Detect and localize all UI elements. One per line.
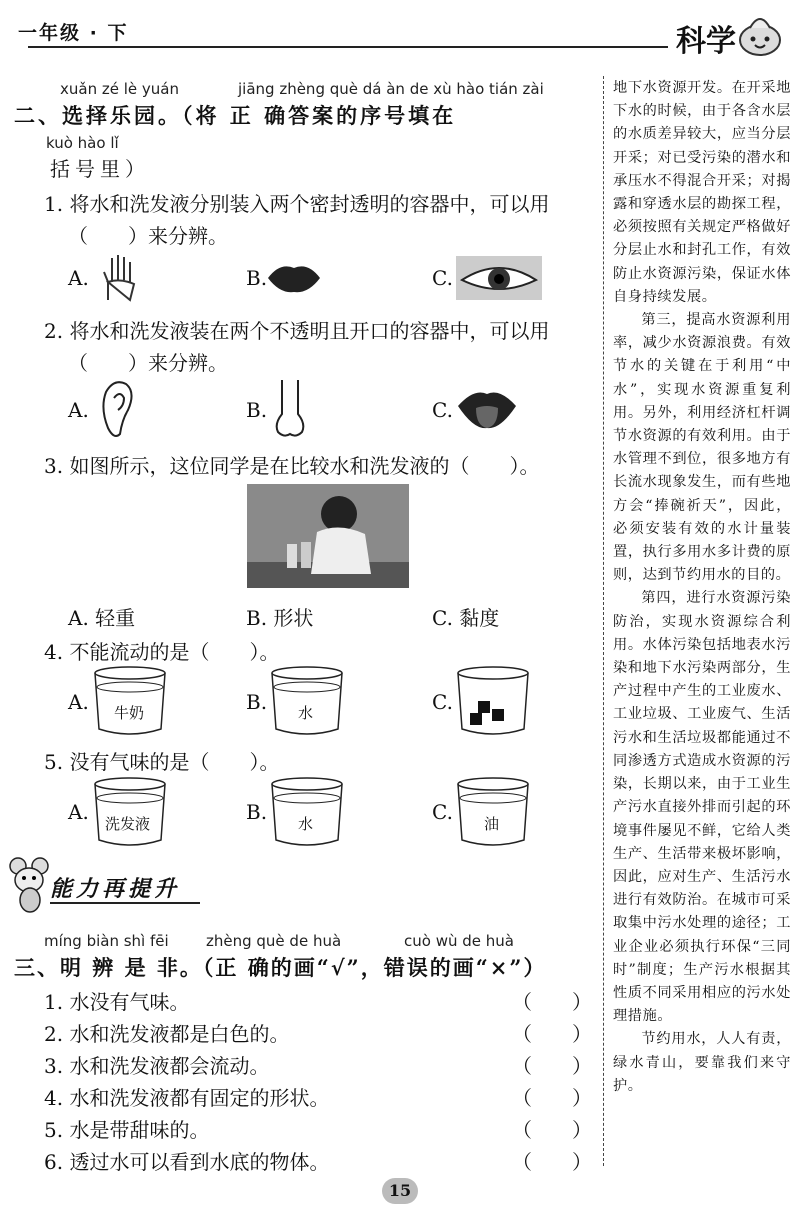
answer-paren[interactable]: （ ） bbox=[512, 1150, 592, 1174]
section-title-cont: 括号里） bbox=[50, 157, 150, 181]
cup-water-icon bbox=[270, 665, 344, 737]
section-title: 三、明 辨 是 非。（正 确的画“√”，错误的画“×”） bbox=[14, 955, 547, 980]
pinyin: cuò wù de huà bbox=[404, 932, 514, 950]
question-2-cont: （ ）来分辨。 bbox=[68, 351, 228, 375]
tongue-icon bbox=[454, 386, 520, 434]
tf-item bbox=[44, 1050, 592, 1079]
question-1: 1. 将水和洗发液分别装入两个密封透明的容器中，可以用 bbox=[44, 192, 550, 216]
tf-text: 5. 水是带甜味的。 bbox=[44, 1118, 210, 1142]
question-4: 4. 不能流动的是（ ）。 bbox=[44, 640, 280, 664]
tf-text: 6. 透过水可以看到水底的物体。 bbox=[44, 1150, 330, 1174]
sidebar-text bbox=[613, 77, 791, 1098]
option-b: B. bbox=[246, 266, 268, 290]
column-divider bbox=[603, 76, 604, 1166]
mascot-icon bbox=[736, 10, 784, 58]
lips-icon bbox=[266, 260, 322, 296]
cup-oil-icon bbox=[456, 776, 530, 848]
page-number: 15 bbox=[382, 1178, 418, 1204]
question-3: 3. 如图所示，这位同学是在比较水和洗发液的（ ）。 bbox=[44, 454, 540, 478]
tf-item bbox=[44, 986, 592, 1015]
nose-icon bbox=[270, 378, 310, 440]
sidebar-paragraph: 地下水资源开发。在开采地下水的时候，由于各含水层的水质差异较大，应当分层开采；对已受污染的潜水和承压水不得混合开采；对揭露和穿透水层的勘探工程，必须按照有关规定严格做好分层止水和封孔工作，有效防止水资源污染，保证水体自身持续发展。 bbox=[613, 80, 791, 305]
option-b: B. 形状 bbox=[246, 606, 314, 630]
option-c: C. bbox=[432, 690, 453, 714]
pinyin: míng biàn shì fēi bbox=[44, 932, 169, 950]
option-a: A. 轻重 bbox=[68, 606, 136, 630]
tf-text: 2. 水和洗发液都是白色的。 bbox=[44, 1022, 290, 1046]
question-1-cont: （ ）来分辨。 bbox=[68, 224, 228, 248]
header-grade: 一年级 · 下 bbox=[18, 22, 129, 44]
option-b: B. bbox=[246, 690, 268, 714]
answer-paren[interactable]: （ ） bbox=[512, 990, 592, 1014]
student-photo bbox=[247, 484, 409, 588]
sidebar-paragraph: 第三，提高水资源利用率，减少水资源浪费。有效节水的关键在于利用“中水”，实现水资源重复利用。另外，利用经济杠杆调节水资源的有效利用。由于水管理不到位，很多地方有长流水现象发生，而有些地方会“捧碗祈天”，因此，必须安装有效的水计量装置，执行多用水多计费的原则，达到节约用水的目的。 bbox=[613, 312, 791, 584]
answer-paren[interactable]: （ ） bbox=[512, 1086, 592, 1110]
ear-icon bbox=[100, 378, 136, 440]
tf-item bbox=[44, 1146, 592, 1175]
option-c: C. bbox=[432, 800, 453, 824]
cup-label: 牛奶 bbox=[114, 704, 145, 722]
option-b: B. bbox=[246, 398, 268, 422]
cup-water-icon bbox=[270, 776, 344, 848]
option-a: A. bbox=[68, 398, 89, 422]
option-a: A. bbox=[68, 800, 89, 824]
mouse-mascot-icon bbox=[8, 856, 54, 914]
pinyin: xuǎn zé lè yuán bbox=[60, 80, 179, 98]
option-c: C. bbox=[432, 266, 453, 290]
question-5: 5. 没有气味的是（ ）。 bbox=[44, 750, 280, 774]
eye-icon bbox=[456, 256, 542, 300]
tf-text: 1. 水没有气味。 bbox=[44, 990, 190, 1014]
option-a: A. bbox=[68, 266, 89, 290]
cup-label: 油 bbox=[484, 815, 500, 833]
tf-text: 3. 水和洗发液都会流动。 bbox=[44, 1054, 270, 1078]
cup-label: 洗发液 bbox=[105, 815, 151, 833]
answer-paren[interactable]: （ ） bbox=[512, 1054, 592, 1078]
header-rule bbox=[28, 46, 668, 48]
tf-item bbox=[44, 1082, 592, 1111]
option-c: C. 黏度 bbox=[432, 606, 500, 630]
cup-ice-icon bbox=[456, 665, 530, 737]
option-c: C. bbox=[432, 398, 453, 422]
tf-item bbox=[44, 1114, 592, 1143]
section-title: 二、选择乐园。（将 正 确答案的序号填在 bbox=[14, 103, 457, 128]
header-subject: 科学 bbox=[676, 24, 736, 59]
sidebar-paragraph: 第四，进行水资源污染防治，实现水资源综合利用。水体污染包括地表水污染和地下水污染两部分，生产过程中产生的工业废水、工业垃圾、工业废气、生活污水和生活垃圾都能通过不同渗透方式造成水资源的污染，长期以来，由于工业生产污水直接外排而引起的环境事件屡见不鲜，它给人类生产、生活带来极坏影响，因此，应对生产、生活污水进行有效防治。在城市可采取集中污水处理的途径；工业企业必须执行环保“三同时”制度；生产污水根据其性质不同采用相应的污水处理措施。 bbox=[613, 590, 791, 1025]
cup-shampoo-icon bbox=[93, 776, 167, 848]
pinyin: jiāng zhèng què dá àn de xù hào tián zài bbox=[238, 80, 544, 98]
tf-item bbox=[44, 1018, 592, 1047]
pinyin: kuò hào lǐ bbox=[46, 134, 119, 152]
cup-milk-icon bbox=[93, 665, 167, 737]
banner-title: 能力再提升 bbox=[50, 876, 181, 902]
answer-paren[interactable]: （ ） bbox=[512, 1118, 592, 1142]
option-a: A. bbox=[68, 690, 89, 714]
question-2: 2. 将水和洗发液装在两个不透明且开口的容器中，可以用 bbox=[44, 319, 550, 343]
tf-text: 4. 水和洗发液都有固定的形状。 bbox=[44, 1086, 330, 1110]
option-b: B. bbox=[246, 800, 268, 824]
hand-icon bbox=[100, 252, 142, 302]
answer-paren[interactable]: （ ） bbox=[512, 1022, 592, 1046]
cup-label: 水 bbox=[298, 704, 314, 722]
cup-label: 水 bbox=[298, 815, 314, 833]
banner-underline bbox=[50, 902, 200, 904]
sidebar-paragraph: 节约用水，人人有责，绿水青山，要靠我们来守护。 bbox=[613, 1031, 791, 1094]
pinyin: zhèng què de huà bbox=[206, 932, 342, 950]
